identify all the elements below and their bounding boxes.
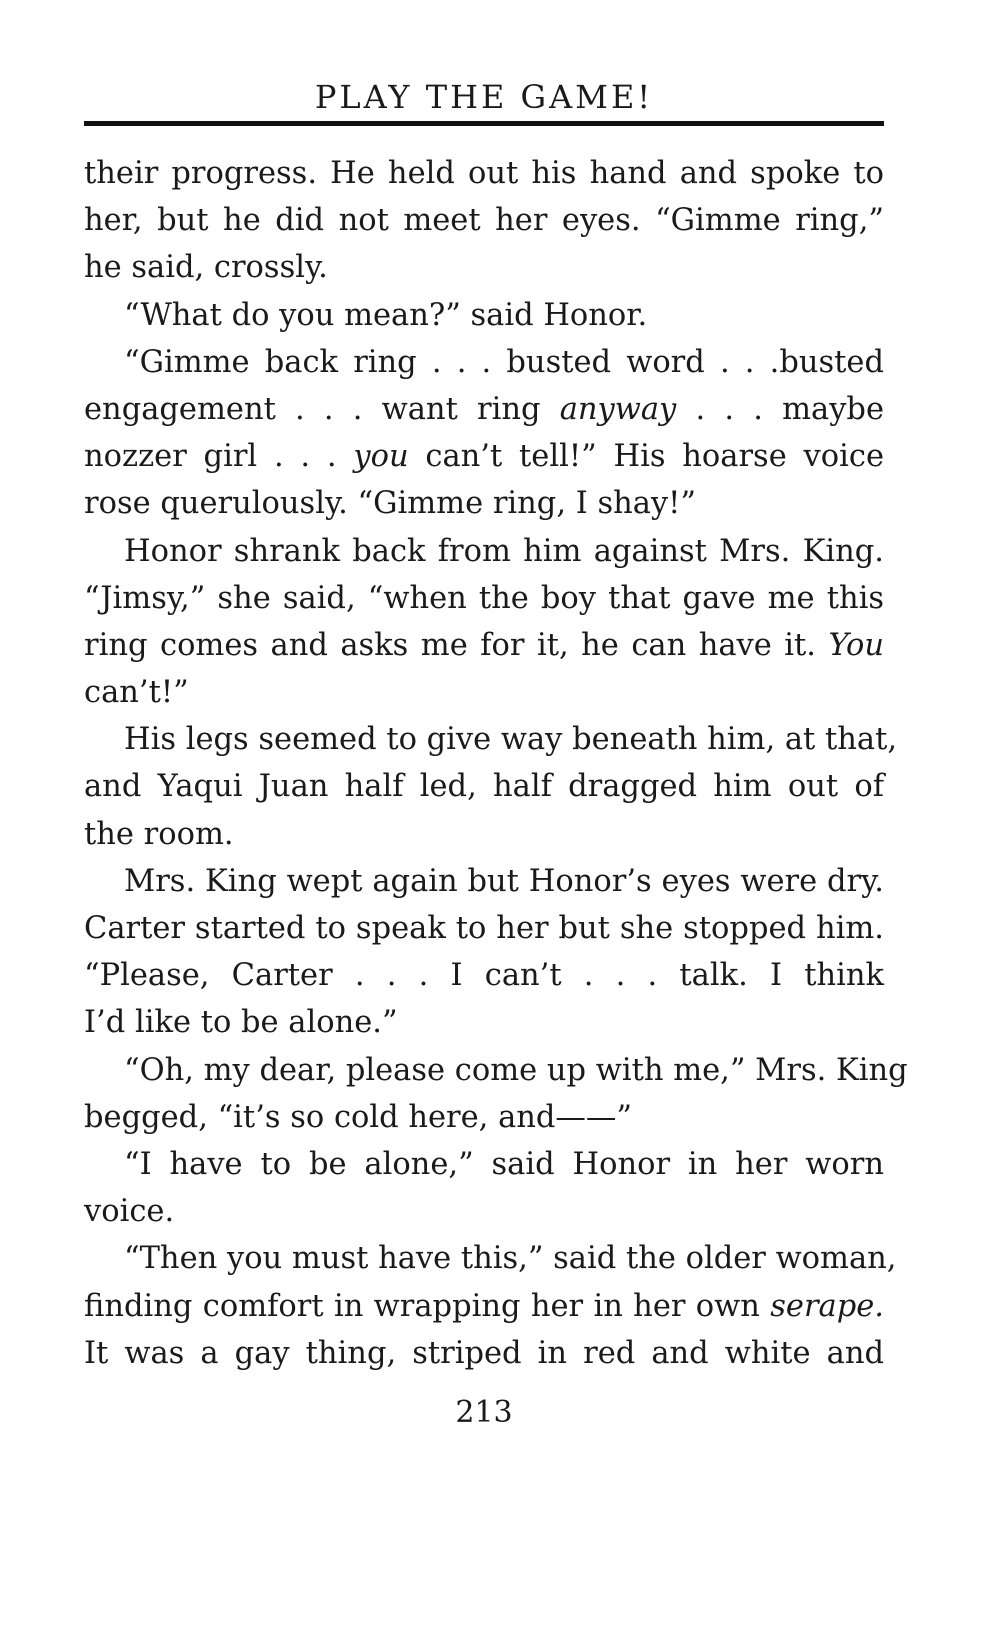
italic-text: you (353, 439, 409, 475)
italic-text: You (828, 627, 884, 663)
text-line (84, 150, 884, 197)
running-head: PLAY THE GAME! (314, 78, 654, 116)
text-run: finding comfort in wrapping her in her own (84, 1288, 771, 1324)
text-line (84, 905, 884, 952)
text-run: nozzer girl . . . (84, 439, 354, 475)
text-run: can’t tell!” His hoarse voice (408, 439, 884, 475)
text-line (84, 1235, 897, 1282)
text-run: he said, crossly. (84, 250, 328, 286)
text-line (84, 575, 884, 622)
text-line (84, 480, 884, 527)
text-run: begged, “it’s so cold here, and——” (84, 1099, 633, 1135)
text-run: . . . maybe (676, 391, 885, 427)
text-run: “Then you must have this,” said the older woman, (124, 1241, 897, 1277)
text-run: her, but he did not meet her eyes. “Gimme ring,” (84, 203, 884, 239)
text-run: It was a gay thing, striped in red and white and (84, 1335, 884, 1371)
text-run: Honor shrank back from him against Mrs. King. (124, 533, 884, 569)
italic-text: anyway (559, 391, 677, 427)
italic-text: serape. (770, 1288, 884, 1324)
text-run: can’t!” (84, 675, 189, 711)
text-line (84, 669, 884, 716)
text-run: rose querulously. “Gimme ring, I shay!” (84, 486, 697, 522)
text-line (84, 1330, 884, 1377)
text-run: and Yaqui Juan half led, half dragged him out of (84, 769, 884, 805)
text-run: His legs seemed to give way beneath him, at that, (124, 722, 898, 758)
text-run: “Gimme back ring . . . busted word . . .busted (124, 344, 884, 380)
header-rule (84, 121, 884, 126)
text-run: Carter started to speak to her but she stopped him. (84, 911, 884, 946)
body-text (84, 150, 908, 1377)
text-line (84, 1141, 884, 1188)
text-line (84, 999, 884, 1046)
text-line (84, 811, 884, 858)
text-line (84, 339, 884, 386)
text-line (84, 433, 884, 480)
text-run: “Oh, my dear, please come up with me,” Mrs. King (124, 1052, 908, 1088)
text-run: the room. (84, 816, 234, 852)
text-line (84, 292, 884, 339)
text-run: Mrs. King wept again but Honor’s eyes were dry. (124, 863, 884, 899)
text-run: their progress. He held out his hand and spoke to (84, 156, 884, 191)
text-line (84, 1283, 884, 1330)
text-run: “I have to be alone,” said Honor in her worn (124, 1146, 884, 1182)
text-run: engagement . . . want ring (84, 391, 560, 427)
text-run: “What do you mean?” said Honor. (124, 297, 648, 333)
text-line (84, 1094, 884, 1141)
text-run: “Please, Carter . . . I can’t . . . talk. I think (84, 958, 884, 994)
text-run: “Jimsy,” she said, “when the boy that gave me this (84, 580, 884, 616)
text-line (84, 622, 884, 669)
text-line (84, 763, 884, 810)
text-line (84, 858, 884, 905)
text-run: voice. (84, 1194, 175, 1230)
text-run: I’d like to be alone.” (84, 1005, 398, 1041)
text-run: ring comes and asks me for it, he can have it. (84, 627, 829, 663)
text-line (84, 1188, 884, 1235)
text-line (84, 716, 898, 763)
text-line (84, 386, 884, 433)
text-line (84, 244, 884, 291)
text-line (84, 528, 884, 575)
page-number: 213 (455, 1395, 513, 1430)
text-line (84, 197, 884, 244)
text-line (84, 1047, 908, 1094)
text-line (84, 952, 884, 999)
